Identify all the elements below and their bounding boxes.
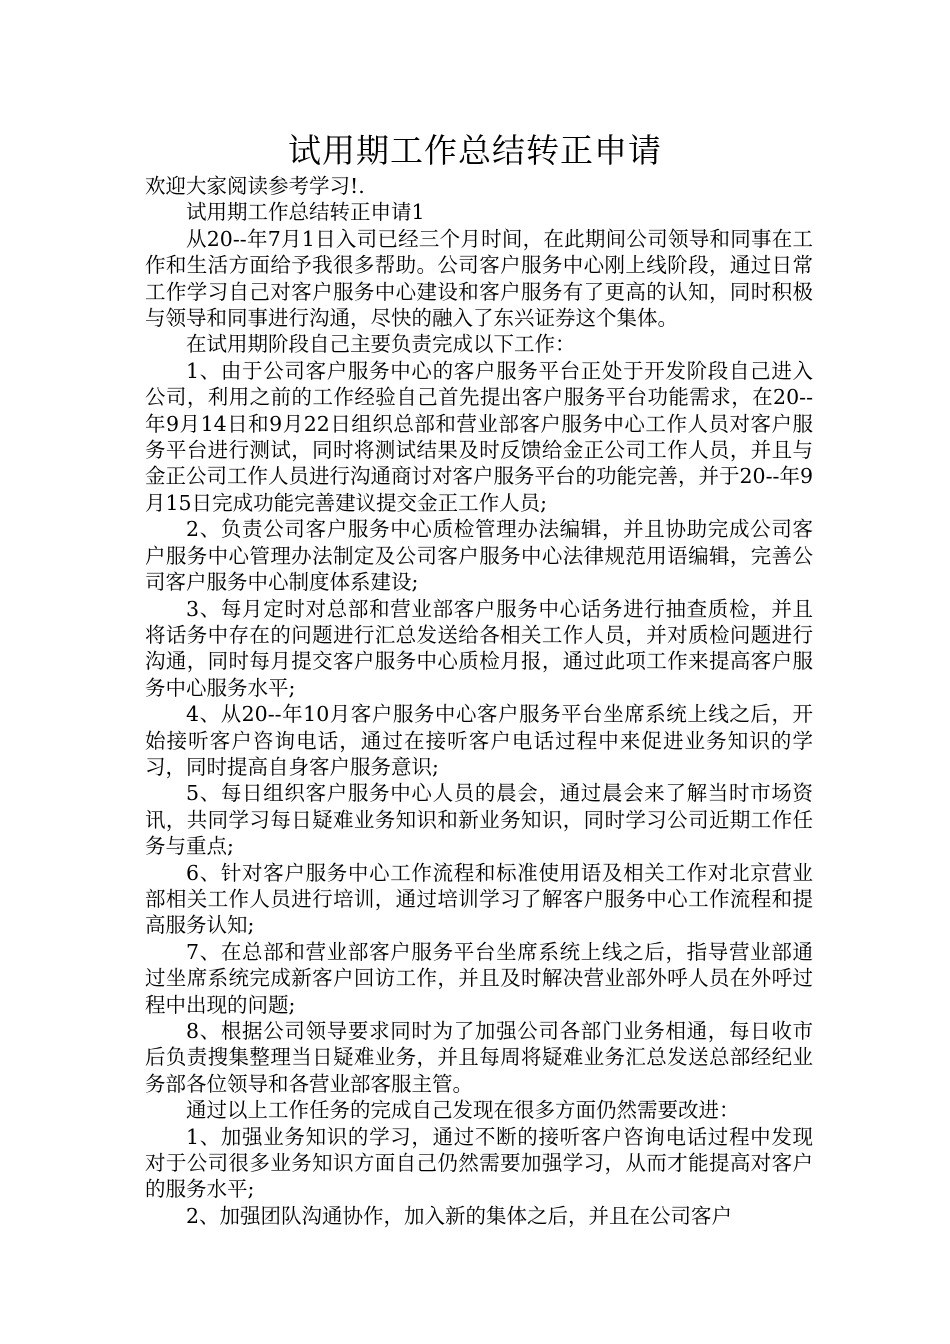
paragraph: 通过以上工作任务的完成自己发现在很多方面仍然需要改进：	[186, 1098, 740, 1123]
section-heading: 试用期工作总结转正申请1	[186, 200, 425, 225]
list-item: 1、由于公司客户服务中心的客户服务平台正处于开发阶段自己进入公司，利用之前的工作经验自己首先提出客户服务平台功能需求，在20--年9月14日和9月22日组织总部和营业部客户服务中心工作人员对客户服务平台进行测试，同时将测试结果及时反馈给金正公司工作人员，并且与金正公司工作人员进行沟通商讨对客户服务平台的功能完善，并于20--年9月15日完成功能完善建议提交金正工作人员;	[145, 358, 813, 515]
list-item: 5、每日组织客户服务中心人员的晨会，通过晨会来了解当时市场资讯，共同学习每日疑难业务知识和新业务知识，同时学习公司近期工作任务与重点;	[145, 781, 813, 859]
document-title: 试用期工作总结转正申请	[288, 131, 662, 170]
list-item: 2、加强团队沟通协作，加入新的集体之后，并且在公司客户	[186, 1203, 733, 1228]
paragraph: 从20--年7月1日入司已经三个月时间，在此期间公司领导和同事在工作和生活方面给予我很多帮助。公司客户服务中心刚上线阶段，通过日常工作学习自己对客户服务中心建设和客户服务有了更高的认知，同时积极与领导和同事进行沟通，尽快的融入了东兴证券这个集体。	[145, 226, 813, 331]
document-body	[145, 173, 813, 1229]
intro-line: 欢迎大家阅读参考学习!.	[145, 174, 365, 198]
paragraph: 在试用期阶段自己主要负责完成以下工作：	[186, 332, 576, 357]
list-item: 8、根据公司领导要求同时为了加强公司各部门业务相通，每日收市后负责搜集整理当日疑难业务，并且每周将疑难业务汇总发送总部经纪业务部各位领导和各营业部客服主管。	[145, 1019, 813, 1096]
list-item: 7、在总部和营业部客户服务平台坐席系统上线之后，指导营业部通过坐席系统完成新客户回访工作，并且及时解决营业部外呼人员在外呼过程中出现的问题;	[145, 939, 813, 1017]
list-item: 1、加强业务知识的学习，通过不断的接听客户咨询电话过程中发现对于公司很多业务知识方面自己仍然需要加强学习，从而才能提高对客户的服务水平;	[145, 1124, 813, 1202]
list-item: 6、针对客户服务中心工作流程和标准使用语及相关工作对北京营业部相关工作人员进行培训，通过培训学习了解客户服务中心工作流程和提高服务认知;	[145, 860, 813, 938]
list-item: 2、负责公司客户服务中心质检管理办法编辑，并且协助完成公司客户服务中心管理办法制定及公司客户服务中心法律规范用语编辑，完善公司客户服务中心制度体系建设;	[145, 517, 813, 595]
list-item: 4、从20--年10月客户服务中心客户服务平台坐席系统上线之后，开始接听客户咨询电话，通过在接听客户电话过程中来促进业务知识的学习，同时提高自身客户服务意识;	[145, 702, 813, 779]
list-item: 3、每月定时对总部和营业部客户服务中心话务进行抽查质检，并且将话务中存在的问题进行汇总发送给各相关工作人员，并对质检问题进行沟通，同时每月提交客户服务中心质检月报，通过此项工作来提高客户服务中心服务水平;	[145, 596, 813, 700]
